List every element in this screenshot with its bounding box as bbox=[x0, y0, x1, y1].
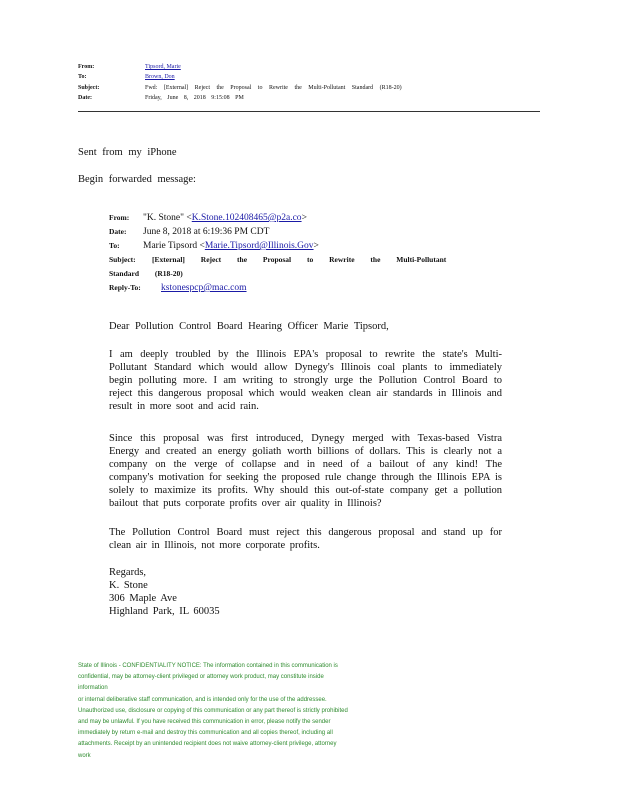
confidentiality-line: Unauthorized use, disclosure or copying of this communication or any part thereof is strictly prohibited bbox=[78, 707, 348, 714]
confidentiality-line: attachments. Receipt by an unintended recipient does not waive attorney-client privilege, attorney work bbox=[78, 741, 337, 759]
fwd-from-label: From: bbox=[109, 213, 130, 222]
header-from-label: From: bbox=[78, 64, 95, 70]
fwd-from-row bbox=[109, 213, 307, 223]
signature-street: 306 Maple Ave bbox=[109, 593, 177, 604]
header-subject-value: Fwd: [External] Reject the Proposal to Rewrite the Multi-Pollutant Standard (R18-20) bbox=[145, 85, 402, 91]
letter-paragraph-3: The Pollution Control Board must reject this dangerous proposal and stand up for clean air in Illinois, not more corporate profits. bbox=[109, 527, 502, 551]
fwd-reply-label: Reply-To: bbox=[109, 283, 141, 292]
letter-paragraph-2: Since this proposal was first introduced, Dynegy merged with Texas-based Vistra Energy and created an energy goliath worth billions of dollars. This is clearly not a company on the verge of collapse and in need of a bailout of any kind! The company's motivation for seeking the proposed rule change through the Illinois EPA is solely to maximize its profits. Why should this out-of-state company get a pollution bailout that puts corporate profits over air quality in Illinois? bbox=[109, 433, 502, 509]
confidentiality-line: confidential, may be attorney-client privileged or attorney work product, may constitute inside information bbox=[78, 674, 324, 692]
fwd-to-row bbox=[109, 241, 319, 251]
header-divider bbox=[78, 111, 540, 112]
fwd-date-label: Date: bbox=[109, 227, 127, 236]
letter-paragraph-1: I am deeply troubled by the Illinois EPA's proposal to rewrite the state's Multi-Pollutant Standard which would allow Dynegy's Illinois coal plants to immediately begin polluting more. I am writing to strongly urge the Pollution Control Board to reject this dangerous proposal which would weaken clean air standards in Illinois and result in more soot and acid rain. bbox=[109, 349, 502, 412]
fwd-subject-continued: Standard (R18-20) bbox=[109, 269, 183, 278]
fwd-reply-row bbox=[109, 283, 247, 293]
fwd-subject-value: [External] Reject the Proposal to Rewrite the Multi-Pollutant bbox=[152, 255, 447, 264]
fwd-date-value: June 8, 2018 at 6:19:36 PM CDT bbox=[143, 227, 270, 237]
signature-closing: Regards, bbox=[109, 567, 147, 578]
fwd-subject-row bbox=[109, 255, 446, 264]
fwd-from-name: "K. Stone" < bbox=[143, 213, 192, 223]
confidentiality-line: State of Illinois - CONFIDENTIALITY NOTICE: The information contained in this communication is bbox=[78, 663, 338, 669]
letter-greeting: Dear Pollution Control Board Hearing Officer Marie Tipsord, bbox=[109, 321, 389, 332]
header-from-value[interactable]: Tipsord, Marie bbox=[145, 64, 181, 70]
fwd-date-row bbox=[109, 227, 269, 237]
fwd-to-name: Marie Tipsord < bbox=[143, 241, 205, 251]
fwd-to-email-link[interactable]: Marie.Tipsord@Illinois.Gov bbox=[204, 241, 314, 251]
header-to-label: To: bbox=[78, 74, 87, 80]
header-subject-label: Subject: bbox=[78, 85, 100, 91]
confidentiality-notice bbox=[78, 661, 348, 762]
header-to-value[interactable]: Brown, Don bbox=[145, 74, 175, 80]
fwd-reply-email-link[interactable]: kstonespcp@mac.com bbox=[161, 283, 247, 293]
confidentiality-line: and may be unlawful. If you have received this communication in error, please notify the sender bbox=[78, 719, 331, 726]
signature-name: K. Stone bbox=[109, 580, 148, 591]
header-date-label: Date: bbox=[78, 95, 92, 101]
sent-from-line: Sent from my iPhone bbox=[78, 147, 177, 158]
fwd-from-email-link[interactable]: K.Stone.102408465@p2a.co bbox=[191, 213, 302, 223]
confidentiality-line: immediately by return e-mail and destroy this communication and all copies thereof, including all bbox=[78, 730, 333, 737]
fwd-subject-label: Subject: bbox=[109, 255, 136, 264]
header-date-value: Friday, June 8, 2018 9:15:08 PM bbox=[145, 95, 244, 101]
signature-city: Highland Park, IL 60035 bbox=[109, 606, 220, 617]
fwd-to-label: To: bbox=[109, 241, 120, 250]
begin-forwarded-line: Begin forwarded message: bbox=[78, 174, 196, 185]
fwd-to-close: > bbox=[313, 241, 319, 251]
fwd-from-close: > bbox=[301, 213, 307, 223]
confidentiality-line: or internal deliberative staff communication, and is intended only for the use of the addressee. bbox=[78, 696, 327, 703]
